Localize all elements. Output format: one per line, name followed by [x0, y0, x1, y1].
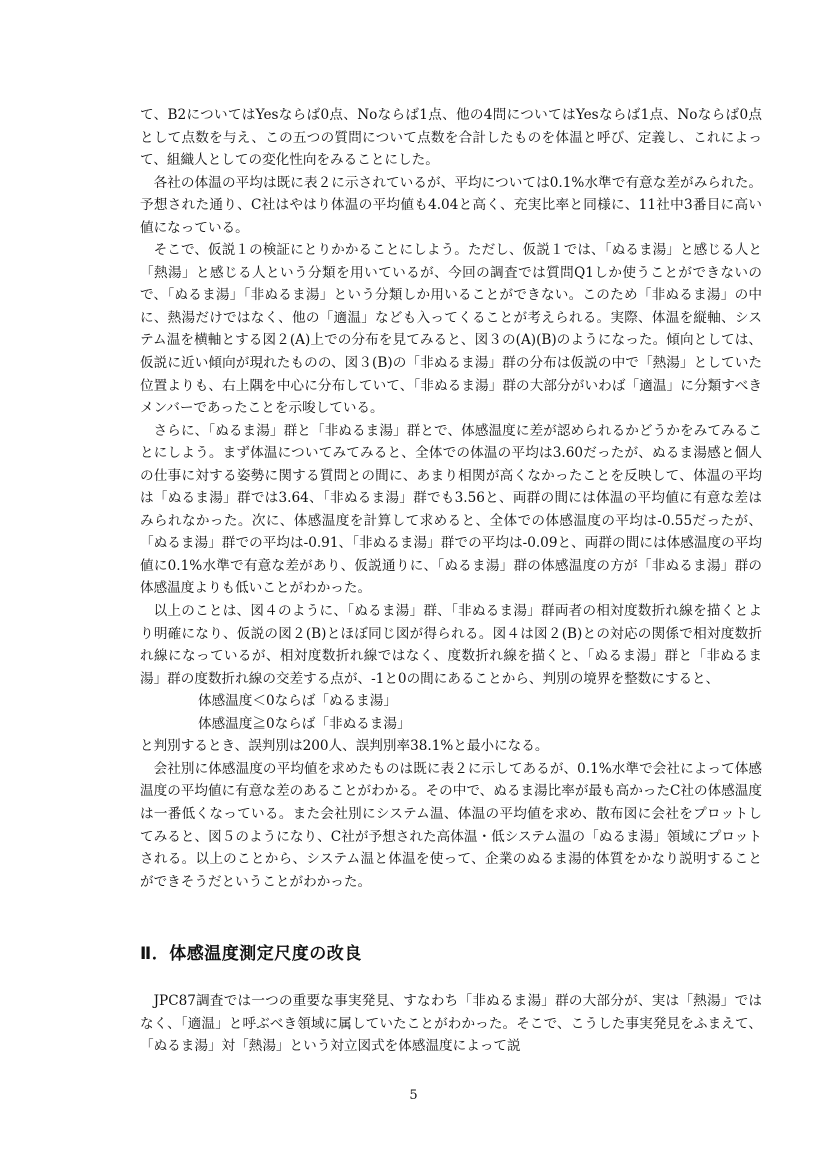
- paragraph-jpc87-findings: JPC87調査では一つの重要な事実発見、すなわち「非ぬるま湯」群の大部分が、実は「熱湯」ではなく、「適温」と呼ぶべき領域に属していたことがわかった。そこで、こうした事実発見をふまえて、「ぬるま湯」対「熱湯」という対立図式を体感温度によって説: [140, 993, 762, 1055]
- section-heading: Ⅱ．体感温度測定尺度の改良: [140, 944, 362, 964]
- page-number: 5: [409, 1088, 418, 1103]
- section-body: [140, 990, 762, 1058]
- formula-nurumayu: 体感温度＜0ならば「ぬるま湯」: [198, 693, 397, 710]
- paragraph-scoring-definition: て、B2についてはYesならば0点、Noならば1点、他の4問についてはYesならば1点、Noならば0点として点数を与え、この五つの質問について点数を合計したものを体温と呼び、定義し、これによって、組織人としての変化性向をみることにした。: [140, 107, 762, 169]
- paragraph-frequency-polygon: 以上のことは、図４のように、「ぬるま湯」群、「非ぬるま湯」群両者の相対度数折れ線を描くとより明確になり、仮説の図２(B)とほぼ同じ図が得られる。図４は図２(B)との対応の関係で相対度数折れ線になっているが、相対度数折れ線ではなく、度数折れ線を描くと、「ぬるま湯」群と「非ぬるま湯」群の度数折れ線の交差する点が、-1と0の間にあることから、判別の境界を整数にすると、: [140, 603, 762, 687]
- paragraph-misclassification: と判別するとき、誤判別は200人、誤判別率38.1%と最小になる。: [140, 738, 549, 755]
- paragraph-hypothesis-verification: そこで、仮説１の検証にとりかかることにしよう。ただし、仮説１では、「ぬるま湯」と感じる人と「熱湯」と感じる人という分類を用いているが、今回の調査では質問Q1しか使うことができないので、「ぬるま湯」「非ぬるま湯」という分類しか用いることができない。このため「非ぬるま湯」の中に、熱湯だけではなく、他の「適温」なども入ってくることが考えられる。実際、体温を縦軸、システム温を横軸とする図２(A)上での分布を見てみると、図３の(A)(B)のようになった。傾向としては、仮説に近い傾向が現れたものの、図３(B)の「非ぬるま湯」群の分布は仮説の中で「熱湯」としていた位置よりも、右上隅を中心に分布していて、「非ぬるま湯」群の大部分がいわば「適温」に分類すべきメンバーであったことを示唆している。: [140, 242, 762, 417]
- paragraph-company-averages: 会社別に体感温度の平均値を求めたものは既に表２に示してあるが、0.1%水準で会社によって体感温度の平均値に有意な差のあることがわかる。その中で、ぬるま湯比率が最も高かったC社の体感温度は一番低くなっている。また会社別にシステム温、体温の平均値を求め、散布図に会社をプロットしてみると、図５のようになり、C社が予想された高体温・低システム温の「ぬるま湯」領域にプロットされる。以上のことから、システム温と体温を使って、企業のぬるま湯的体質をかなり説明することができそうだということがわかった。: [140, 760, 762, 890]
- body-text: [140, 104, 762, 893]
- formula-non-nurumayu: 体感温度≧0ならば「非ぬるま湯」: [198, 715, 411, 732]
- paragraph-company-temperature: 各社の体温の平均は既に表２に示されているが、平均については0.1%水準で有意な差がみられた。予想された通り、C社はやはり体温の平均値も4.04と高く、充実比率と同様に、11社中3番目に高い値になっている。: [140, 174, 762, 236]
- paragraph-group-comparison: さらに、「ぬるま湯」群と「非ぬるま湯」群とで、体感温度に差が認められるかどうかをみてみることにしよう。まず体温についてみてみると、全体での体温の平均は3.60だったが、ぬるま湯感と個人の仕事に対する姿勢に関する質問との間に、あまり相関が高くなかったことを反映して、体温の平均は「ぬるま湯」群では3.64、「非ぬるま湯」群でも3.56と、両群の間には体温の平均値に有意な差はみられなかった。次に、体感温度を計算して求めると、全体での体感温度の平均は-0.55だったが、「ぬるま湯」群での平均は-0.91、「非ぬるま湯」群での平均は-0.09と、両群の間には体感温度の平均値に0.1%水準で有意な差があり、仮説通りに、「ぬるま湯」群の体感温度の方が「非ぬるま湯」群の体感温度よりも低いことがわかった。: [140, 422, 762, 597]
